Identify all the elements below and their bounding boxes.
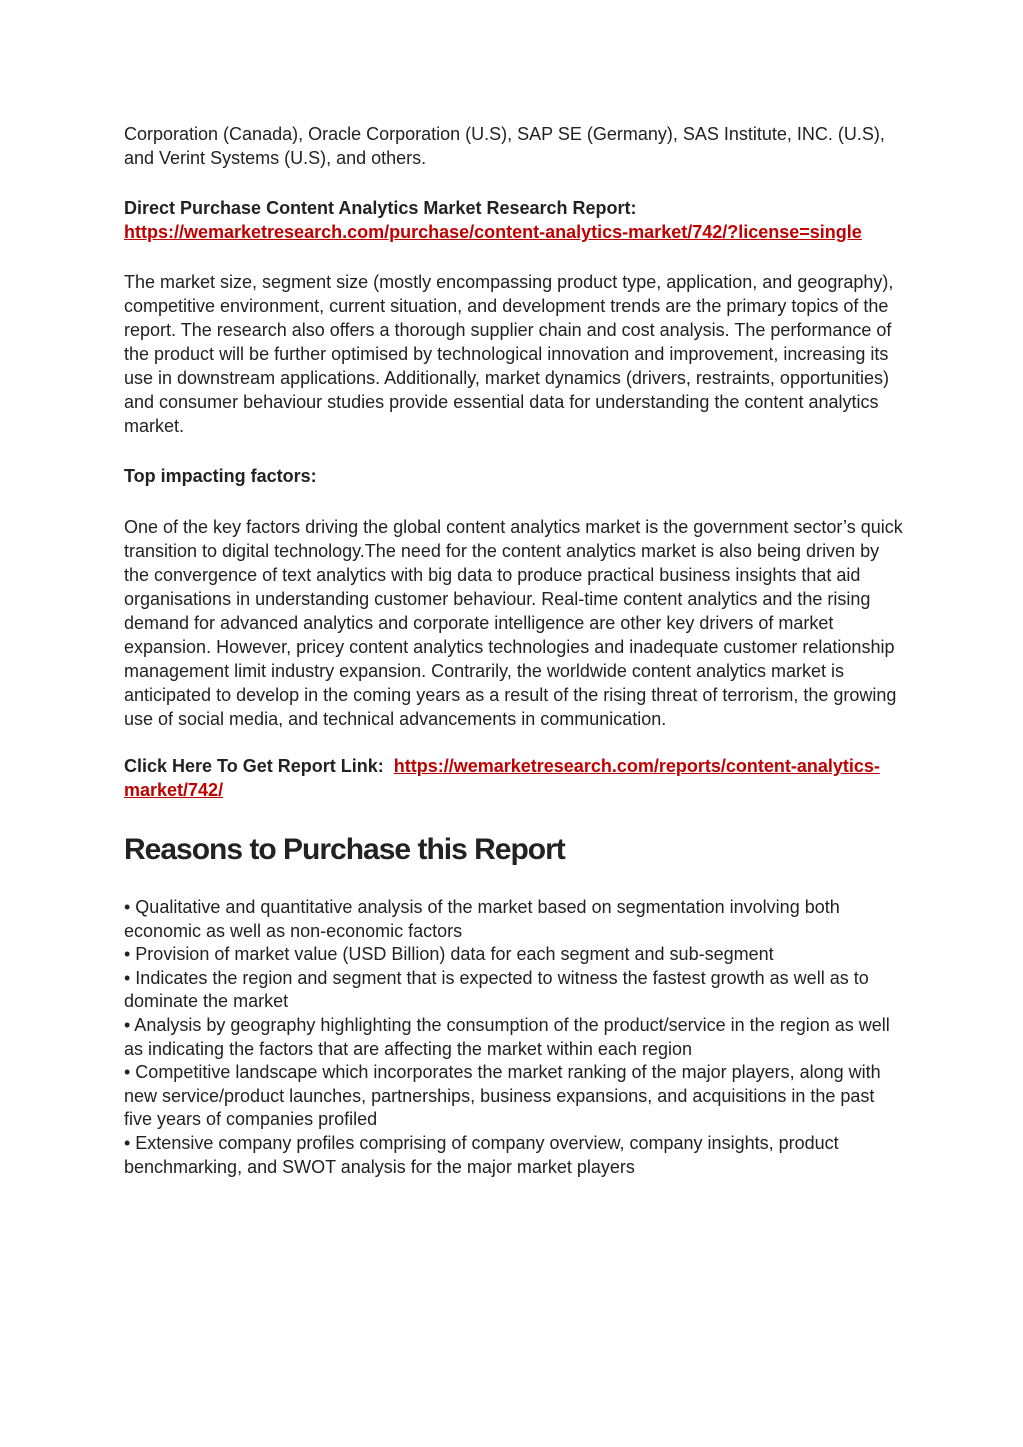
purchase-paragraph [124, 196, 904, 244]
reasons-heading: Reasons to Purchase this Report [124, 833, 565, 866]
reason-item: • Provision of market value (USD Billion) data for each segment and sub-segment [124, 944, 774, 965]
report-link-label: Click Here To Get Report Link: [124, 756, 384, 776]
factors-heading [124, 464, 904, 488]
report-link-paragraph [124, 754, 904, 802]
purchase-link[interactable]: https://wemarketresearch.com/purchase/content-analytics-market/742/?license=single [124, 222, 862, 242]
report-link[interactable]: https://wemarketresearch.com/reports/content-analytics-market/742/ [124, 756, 880, 800]
reasons-list [124, 896, 904, 1179]
factors-paragraph: One of the key factors driving the global content analytics market is the government sector’s quick transition to digital technology.The need for the content analytics market is also being driven by the convergence of text analytics with big data to produce practical business insights that aid organisations in understanding customer behaviour. Real-time content analytics and the rising demand for advanced analytics and corporate intelligence are other key drivers of market expansion. However, pricey content analytics technologies and inadequate customer relationship management limit industry expansion. Contrarily, the worldwide content analytics market is anticipated to develop in the coming years as a result of the rising threat of terrorism, the growing use of social media, and technical advancements in communication. [124, 517, 903, 729]
reason-item: • Qualitative and quantitative analysis of the market based on segmentation involving both economic as well as non-economic factors [124, 897, 840, 941]
reason-item: • Analysis by geography highlighting the consumption of the product/service in the region as well as indicating the factors that are affecting the market within each region [124, 1014, 890, 1059]
document-page [124, 122, 904, 1179]
factors-heading-text: Top impacting factors: [124, 466, 317, 486]
reason-item: • Indicates the region and segment that is expected to witness the fastest growth as well as to dominate the market [124, 967, 869, 1012]
intro-paragraph: Corporation (Canada), Oracle Corporation (U.S), SAP SE (Germany), SAS Institute, INC. (U.S), and Verint Systems (U.S), and others. [124, 124, 885, 168]
reason-item: • Competitive landscape which incorporates the market ranking of the major players, along with new service/product launches, partnerships, business expansions, and acquisitions in the past five years of companies profiled [124, 1062, 881, 1130]
purchase-label: Direct Purchase Content Analytics Market Research Report: [124, 198, 637, 218]
summary-paragraph: The market size, segment size (mostly encompassing product type, application, and geography), competitive environment, current situation, and development trends are the primary topics of the report. The research also offers a thorough supplier chain and cost analysis. The performance of the product will be further optimised by technological innovation and improvement, increasing its use in downstream applications. Additionally, market dynamics (drivers, restraints, opportunities) and consumer behaviour studies provide essential data for understanding the content analytics market. [124, 272, 894, 436]
reason-item: • Extensive company profiles comprising of company overview, company insights, product benchmarking, and SWOT analysis for the major market players [124, 1132, 839, 1177]
